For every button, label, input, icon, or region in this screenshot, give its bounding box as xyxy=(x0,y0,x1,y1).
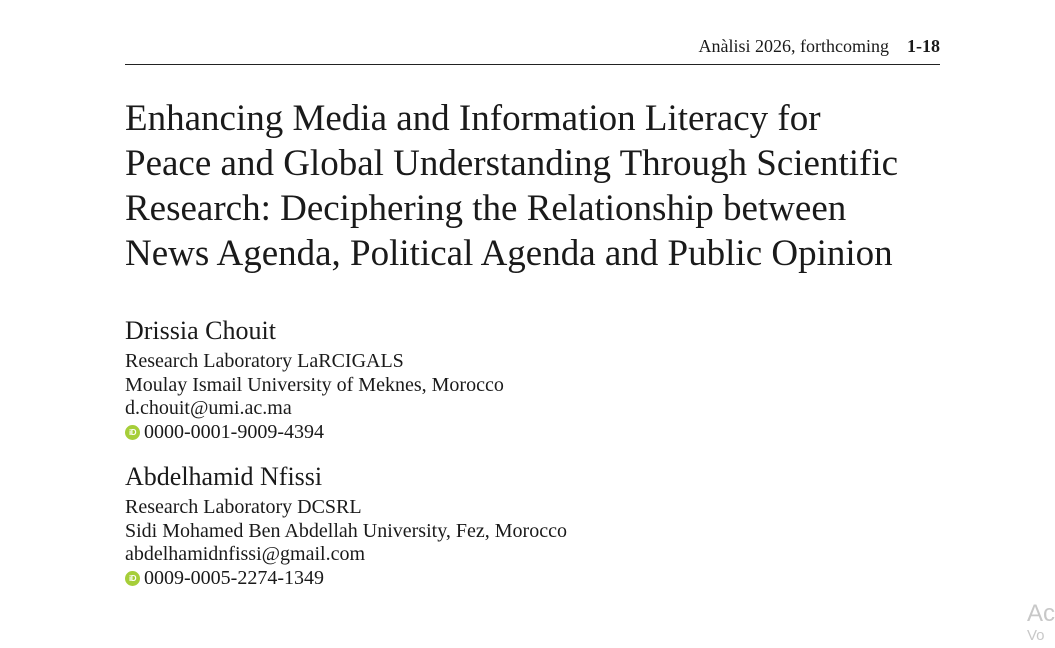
author-block-1 xyxy=(125,314,825,444)
orcid-number[interactable]: 0000-0001-9009-4394 xyxy=(144,420,324,443)
author-lab: Research Laboratory LaRCIGALS xyxy=(125,350,404,372)
orcid-icon: iD xyxy=(125,425,140,440)
author-university: Sidi Mohamed Ben Abdellah University, Fez, Morocco xyxy=(125,519,567,542)
title-line: Peace and Global Understanding Through Scientific xyxy=(125,143,899,184)
author-block-2 xyxy=(125,460,825,590)
watermark-line-1: Ac xyxy=(1027,600,1055,627)
title-line: Enhancing Media and Information Literacy for xyxy=(125,98,821,139)
page-range: 1-18 xyxy=(907,36,940,56)
paper-title xyxy=(125,96,955,276)
title-line: News Agenda, Political Agenda and Public Opinion xyxy=(125,233,893,274)
author-name: Drissia Chouit xyxy=(125,316,276,345)
journal-issue: Anàlisi 2026, forthcoming xyxy=(698,36,889,56)
running-header xyxy=(125,36,940,65)
author-email[interactable]: abdelhamidnfissi@gmail.com xyxy=(125,543,366,565)
author-name: Abdelhamid Nfissi xyxy=(125,462,323,491)
author-lab: Research Laboratory DCSRL xyxy=(125,496,362,518)
title-line: Research: Deciphering the Relationship between xyxy=(125,188,847,229)
orcid-number[interactable]: 0009-0005-2274-1349 xyxy=(144,566,324,589)
author-university: Moulay Ismail University of Meknes, Morocco xyxy=(125,373,504,396)
author-email[interactable]: d.chouit@umi.ac.ma xyxy=(125,397,292,419)
orcid-icon: iD xyxy=(125,571,140,586)
activation-watermark xyxy=(1027,600,1055,644)
watermark-line-2: Vo xyxy=(1027,627,1045,644)
author-orcid[interactable] xyxy=(125,421,825,445)
author-orcid[interactable] xyxy=(125,567,825,591)
